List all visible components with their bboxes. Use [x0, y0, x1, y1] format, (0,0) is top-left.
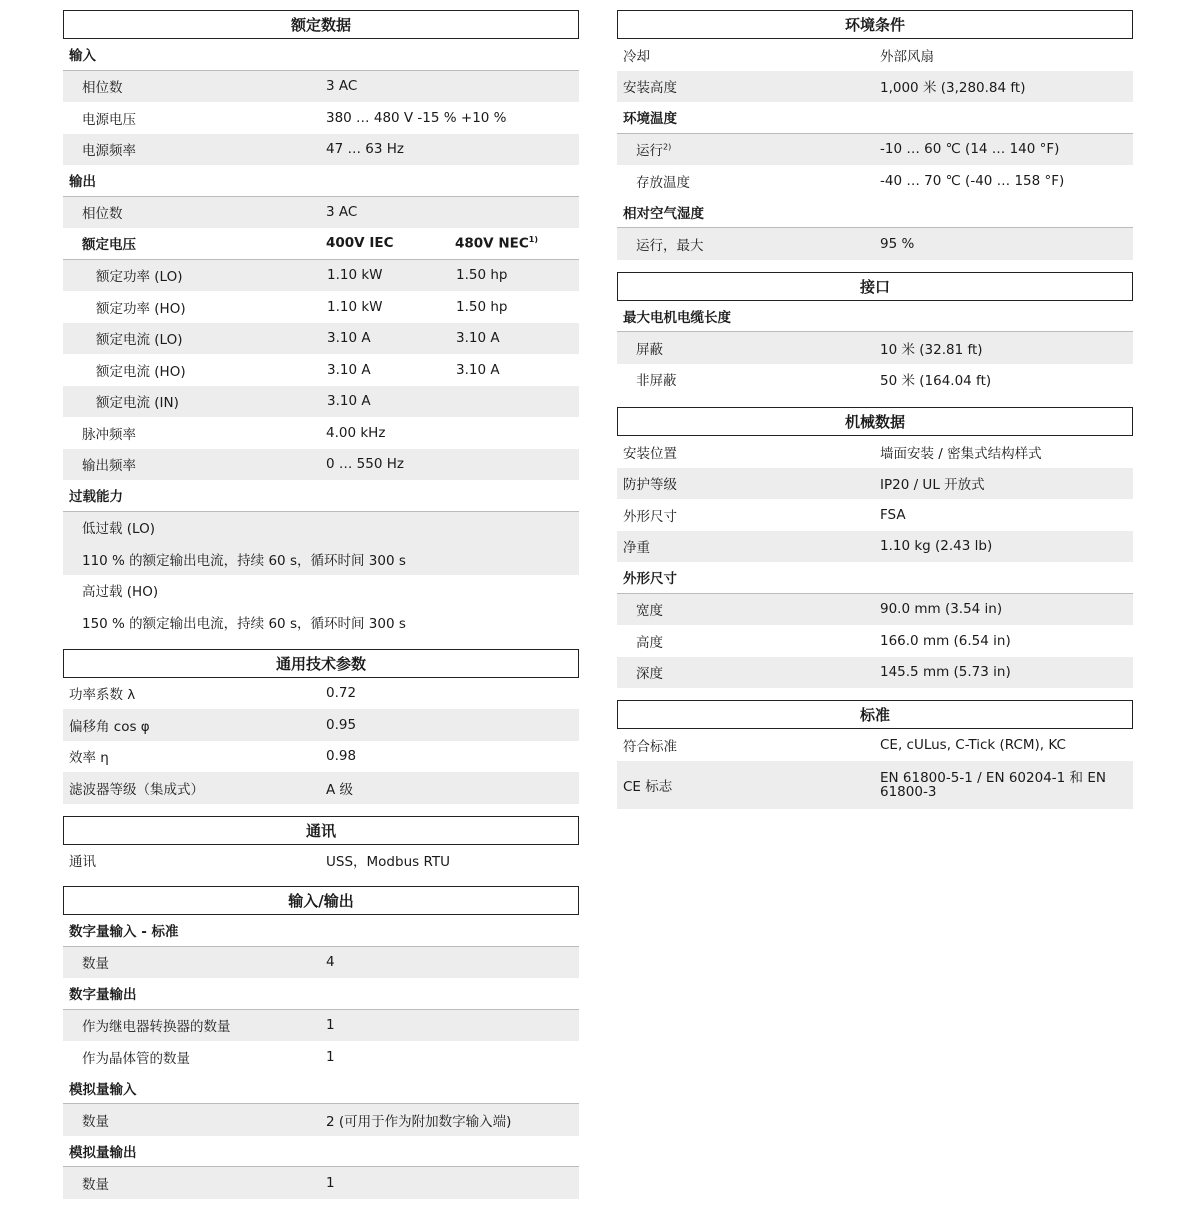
row-value: 1.10 kW [327, 267, 383, 284]
table-row [63, 772, 579, 804]
row-label: 深度 [636, 666, 663, 683]
row-value: 4 [326, 954, 335, 971]
table-row [63, 606, 579, 638]
row-value: 2 (可用于作为附加数字输入端) [326, 1113, 512, 1130]
table-row [63, 845, 579, 877]
row-label: 电源频率 [82, 143, 136, 160]
row-label: 额定功率 (LO) [96, 269, 183, 286]
group-humidity: 相对空气湿度 [617, 197, 1133, 229]
row-value: 3.10 A [327, 393, 371, 410]
right-column [617, 10, 1133, 809]
section-title-rated-data: 额定数据 [63, 10, 579, 39]
row-label: 安装位置 [623, 445, 677, 462]
row-value: 1 [326, 1017, 335, 1034]
table-row [617, 165, 1133, 197]
table-row [617, 436, 1133, 468]
table-row [63, 197, 579, 229]
table-row [63, 1010, 579, 1042]
group-ambient-temp: 环境温度 [617, 102, 1133, 134]
row-value: 47 … 63 Hz [326, 141, 404, 158]
row-value: 0 … 550 Hz [326, 456, 404, 473]
row-label: 相位数 [82, 206, 123, 223]
left-column [63, 10, 579, 1199]
row-value: 0.95 [326, 716, 357, 733]
row-label: 电源电压 [82, 111, 136, 128]
row-label: 额定电流 (LO) [96, 332, 183, 349]
row-value: 3 AC [326, 204, 358, 221]
table-row [617, 531, 1133, 563]
row-label: 额定功率 (HO) [96, 300, 186, 317]
row-label: 防护等级 [623, 477, 677, 494]
table-row [617, 468, 1133, 500]
row-value: 外部风扇 [880, 48, 934, 65]
row-label: 安装高度 [623, 80, 677, 97]
overload-text: 110 % 的额定输出电流，持续 60 s，循环时间 300 s [82, 552, 406, 569]
table-row [617, 134, 1133, 166]
row-label: 符合标准 [623, 738, 677, 755]
overload-text: 150 % 的额定输出电流，持续 60 s，循环时间 300 s [82, 615, 406, 632]
row-value: 1,000 米 (3,280.84 ft) [880, 80, 1026, 97]
table-row [63, 417, 579, 449]
table-row [617, 594, 1133, 626]
row-value: 1 [326, 1048, 335, 1065]
row-value: 3.10 A [456, 361, 500, 378]
row-value: 1.50 hp [456, 298, 508, 315]
row-value: -10 … 60 ℃ (14 … 140 °F) [880, 141, 1060, 158]
table-row [63, 260, 579, 292]
row-label: 屏蔽 [636, 341, 663, 358]
section-title-io: 输入/输出 [63, 886, 579, 915]
table-row [63, 741, 579, 773]
table-row [617, 228, 1133, 260]
row-value: CE, cULus, C-Tick (RCM), KC [880, 736, 1066, 753]
section-title-general: 通用技术参数 [63, 649, 579, 678]
row-value: 3.10 A [327, 330, 371, 347]
row-label: 输出频率 [82, 458, 136, 475]
row-value: IP20 / UL 开放式 [880, 477, 985, 494]
table-row [617, 729, 1133, 761]
row-value: 1.50 hp [456, 267, 508, 284]
group-input: 输入 [63, 39, 579, 71]
row-value: 3.10 A [327, 361, 371, 378]
group-analog-input: 模拟量输入 [63, 1073, 579, 1105]
section-title-env: 环境条件 [617, 10, 1133, 39]
table-row [617, 364, 1133, 396]
row-value: 墙面安装 / 密集式结构样式 [880, 445, 1042, 462]
row-label: 相位数 [82, 80, 123, 97]
group-digital-input: 数字量输入 - 标准 [63, 915, 579, 947]
row-label: 宽度 [636, 603, 663, 620]
table-row [63, 1167, 579, 1199]
row-label: 通讯 [69, 854, 96, 871]
row-value: 50 米 (164.04 ft) [880, 373, 992, 390]
row-value: 95 % [880, 235, 915, 252]
table-row [63, 709, 579, 741]
row-label: 数量 [82, 1113, 109, 1130]
row-value: 1.10 kW [327, 298, 383, 315]
row-value: 3.10 A [456, 330, 500, 347]
row-label: 外形尺寸 [623, 508, 677, 525]
section-title-mech: 机械数据 [617, 407, 1133, 436]
overload-text: 低过载 (LO) [82, 521, 155, 538]
row-label: 非屏蔽 [636, 373, 677, 390]
row-value: 166.0 mm (6.54 in) [880, 632, 1011, 649]
section-title-interface: 接口 [617, 272, 1133, 301]
row-label: 效率 η [69, 750, 109, 767]
row-label: CE 标志 [623, 778, 673, 795]
table-row [617, 657, 1133, 689]
table-row [63, 102, 579, 134]
footnote-marker: 2) [663, 142, 672, 152]
section-title-standards: 标准 [617, 700, 1133, 729]
table-row [63, 134, 579, 166]
footnote-marker: 1) [528, 235, 538, 244]
row-label: 脉冲频率 [82, 426, 136, 443]
row-value: 145.5 mm (5.73 in) [880, 664, 1011, 681]
row-label: 作为继电器转换器的数量 [82, 1019, 231, 1036]
row-label: 运行$^{2)}$ [636, 142, 672, 160]
row-value: -40 … 70 ℃ (-40 … 158 °F) [880, 172, 1065, 189]
row-value: FSA [880, 506, 906, 523]
group-output: 输出 [63, 165, 579, 197]
row-label: 高度 [636, 634, 663, 651]
col-header-nec: 480V NEC$^{1)}$ [455, 235, 538, 252]
row-label: 额定电流 (IN) [96, 395, 179, 412]
group-digital-output: 数字量输出 [63, 978, 579, 1010]
row-label: 数量 [82, 956, 109, 973]
table-row [617, 71, 1133, 103]
row-label: 额定电压 [82, 237, 136, 254]
row-label: 数量 [82, 1176, 109, 1193]
col-header-iec: 400V IEC [326, 235, 394, 252]
row-label: 净重 [623, 540, 650, 557]
row-value: 380 … 480 V -15 % +10 % [326, 109, 507, 126]
row-value: 90.0 mm (3.54 in) [880, 601, 1003, 618]
row-value: 0.72 [326, 685, 357, 702]
table-row [63, 386, 579, 418]
row-label: 额定电流 (HO) [96, 363, 186, 380]
table-row [63, 543, 579, 575]
row-value: 3 AC [326, 78, 358, 95]
row-value: 0.98 [326, 748, 357, 765]
table-row [63, 512, 579, 544]
row-value: 1.10 kg (2.43 lb) [880, 538, 993, 555]
table-row [63, 575, 579, 607]
row-value: 4.00 kHz [326, 424, 386, 441]
row-value: EN 61800-5-1 / EN 60204-1 和 EN 61800-3 [880, 769, 1106, 800]
row-label: 偏移角 cos φ [69, 718, 150, 735]
group-dimensions: 外形尺寸 [617, 562, 1133, 594]
row-value: 10 米 (32.81 ft) [880, 341, 983, 358]
row-value: A 级 [326, 781, 354, 798]
row-label: 运行，最大 [636, 237, 704, 254]
row-value: USS，Modbus RTU [326, 854, 450, 871]
table-row [63, 323, 579, 355]
rated-voltage-header [63, 228, 579, 260]
row-label: 滤波器等级（集成式） [69, 781, 204, 798]
table-row [63, 947, 579, 979]
table-row [63, 71, 579, 103]
table-row [63, 449, 579, 481]
table-row [63, 1104, 579, 1136]
table-row [617, 625, 1133, 657]
row-label: 冷却 [623, 48, 650, 65]
overload-text: 高过载 (HO) [82, 584, 159, 601]
row-label: 作为晶体管的数量 [82, 1050, 190, 1067]
table-row [617, 39, 1133, 71]
row-label: 功率系数 λ [69, 687, 136, 704]
table-row [617, 332, 1133, 364]
row-value: 1 [326, 1174, 335, 1191]
section-title-comm: 通讯 [63, 816, 579, 845]
group-analog-output: 模拟量输出 [63, 1136, 579, 1168]
table-row [63, 1041, 579, 1073]
table-row [617, 761, 1133, 809]
table-row [63, 678, 579, 710]
row-label: 存放温度 [636, 174, 690, 191]
table-row [63, 354, 579, 386]
table-row [63, 291, 579, 323]
table-row [617, 499, 1133, 531]
group-cable-length: 最大电机电缆长度 [617, 301, 1133, 333]
group-overload: 过载能力 [63, 480, 579, 512]
